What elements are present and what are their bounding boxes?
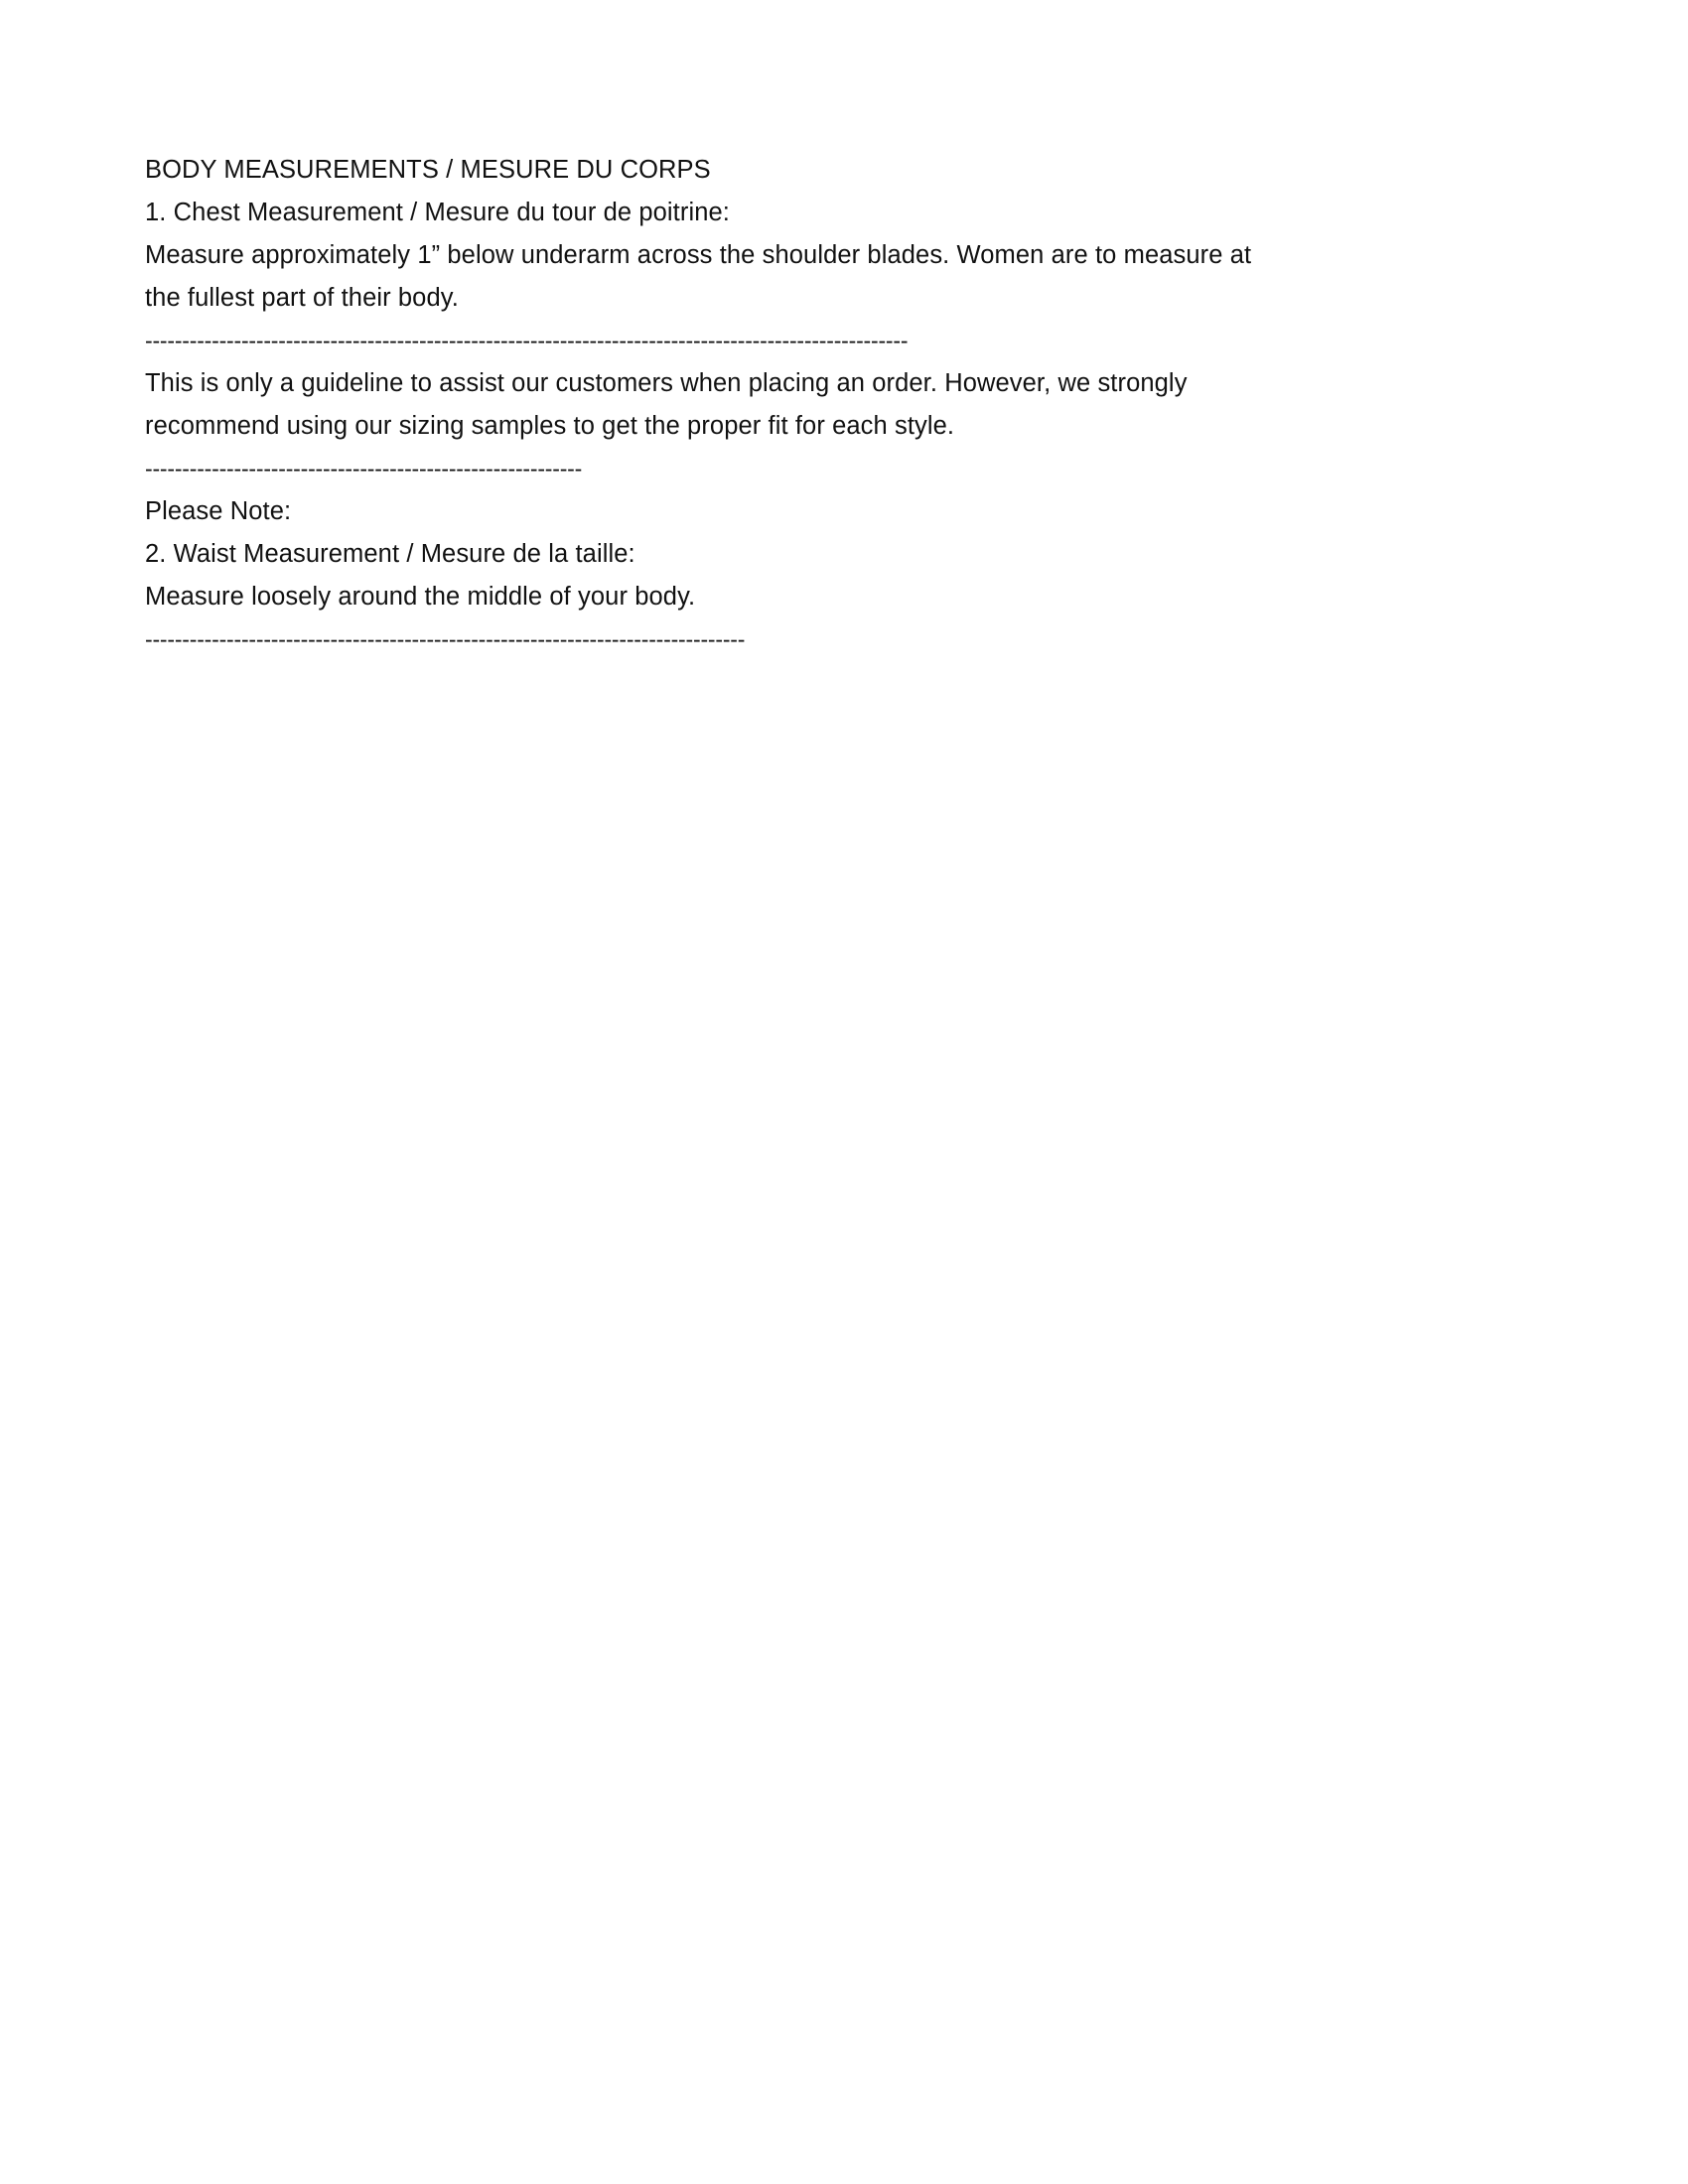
divider-line-2: ----------------------------------------------------------- xyxy=(145,456,583,481)
waist-measurement-heading: 2. Waist Measurement / Mesure de la taille: xyxy=(145,540,635,568)
chest-measurement-heading: 1. Chest Measurement / Mesure du tour de poitrine: xyxy=(145,199,730,226)
guideline-text: This is only a guideline to assist our customers when placing an order. However, we strongly recommend using our sizing samples to get the proper fit for each style. xyxy=(145,369,1188,440)
waist-measurement-text: Measure loosely around the middle of your body. xyxy=(145,583,696,611)
page-title: BODY MEASUREMENTS / MESURE DU CORPS xyxy=(145,156,711,184)
document-body xyxy=(145,149,1466,661)
chest-measurement-text: Measure approximately 1” below underarm across the shoulder blades. Women are to measure at the fullest part of their body. xyxy=(145,241,1252,312)
divider-line-3: --------------------------------------------------------------------------------- xyxy=(145,626,746,652)
please-note-label: Please Note: xyxy=(145,497,292,525)
divider-line-1: ------------------------------------------------------------------------------------------------------- xyxy=(145,328,909,353)
